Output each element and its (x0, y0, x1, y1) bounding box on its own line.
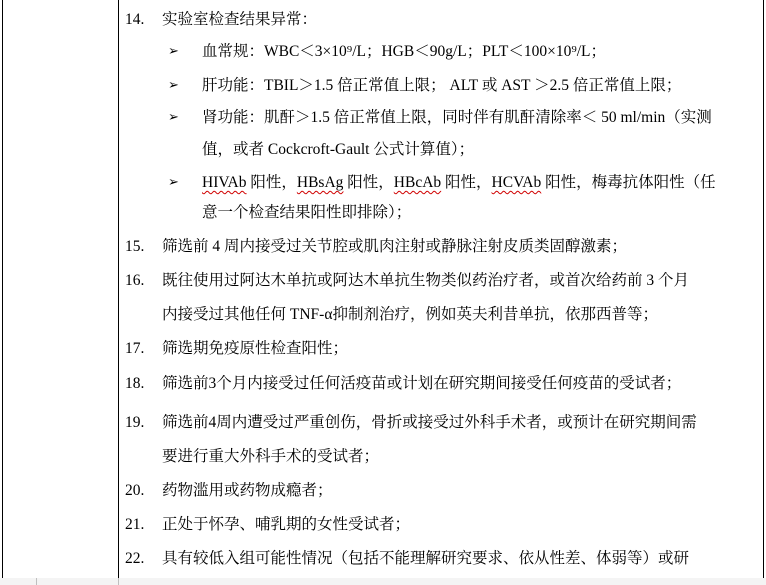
bullet-arrow-icon: ➢ (168, 44, 179, 59)
item-text: 既往使用过阿达木单抗或阿达木单抗生物类似药治疗者，或首次给药前 3 个月 (162, 272, 690, 289)
item-text-continuation: 内接受过其他任何 TNF-α抑制剂治疗，例如英夫利昔单抗，依那西普等； (162, 306, 658, 323)
spellcheck-word: HIVAb (202, 174, 247, 191)
bullet-arrow-icon: ➢ (168, 78, 179, 93)
item-number: 16. (125, 272, 145, 289)
bottom-tick (118, 578, 119, 585)
bullet-text-continuation: 值，或者 Cockcroft-Gault 公式计算值）； (202, 141, 475, 158)
item-text: 药物滥用或药物成瘾者； (162, 482, 333, 499)
item-text: 具有较低入组可能性情况（包括不能理解研究要求、依从性差、体弱等）或研 (162, 550, 690, 567)
spellcheck-word: HBsAg (296, 174, 344, 191)
item-number: 18. (125, 375, 145, 392)
spellcheck-word: HCVAb (491, 174, 542, 191)
item-text: 筛选前4周内遭受过严重创伤，骨折或接受过外科手术者，或预计在研究期间需 (162, 414, 697, 431)
item-number: 19. (125, 414, 145, 431)
bullet-text: 肾功能：肌酐＞1.5 倍正常值上限，同时伴有肌酐清除率＜ 50 ml/min（实测 (202, 109, 712, 126)
item-text: 筛选前3个月内接受过任何活疫苗或计划在研究期间接受任何疫苗的受试者； (162, 375, 682, 392)
table-left-border (2, 0, 3, 578)
item-text-continuation: 要进行重大外科手术的受试者； (162, 448, 380, 465)
bullet-text: 肝功能：TBIL＞1.5 倍正常值上限； ALT 或 AST ＞2.5 倍正常值上限； (202, 77, 682, 94)
item-text: 实验室检查结果异常： (162, 11, 318, 28)
bullet-arrow-icon: ➢ (168, 110, 179, 125)
item-text: 筛选前 4 周内接受过关节腔或肌肉注射或静脉注射皮质类固醇激素； (162, 238, 628, 255)
item-text: 正处于怀孕、哺乳期的女性受试者； (162, 516, 411, 533)
bottom-strip (0, 578, 766, 585)
item-number: 22. (125, 550, 145, 567)
bullet-text-continuation: 意一个检查结果阳性即排除）； (202, 204, 412, 221)
item-text: 筛选期免疫原性检查阳性； (162, 340, 349, 357)
bottom-tick (36, 578, 37, 585)
item-number: 15. (125, 238, 145, 255)
bullet-text: 血常规：WBC＜3×10⁹/L；HGB＜90g/L；PLT＜100×10⁹/L； (202, 43, 607, 60)
bullet-text: HIVAb 阳性，HBsAg 阳性，HBcAb 阳性，HCVAb 阳性，梅毒抗体阳性（任 (202, 174, 716, 191)
spellcheck-word: HBcAb (393, 174, 442, 191)
item-number: 17. (125, 340, 145, 357)
table-column-divider (118, 0, 119, 578)
item-number: 14. (125, 11, 145, 28)
bullet-arrow-icon: ➢ (168, 175, 179, 190)
table-right-border (763, 0, 764, 578)
item-number: 20. (125, 482, 145, 499)
item-number: 21. (125, 516, 145, 533)
